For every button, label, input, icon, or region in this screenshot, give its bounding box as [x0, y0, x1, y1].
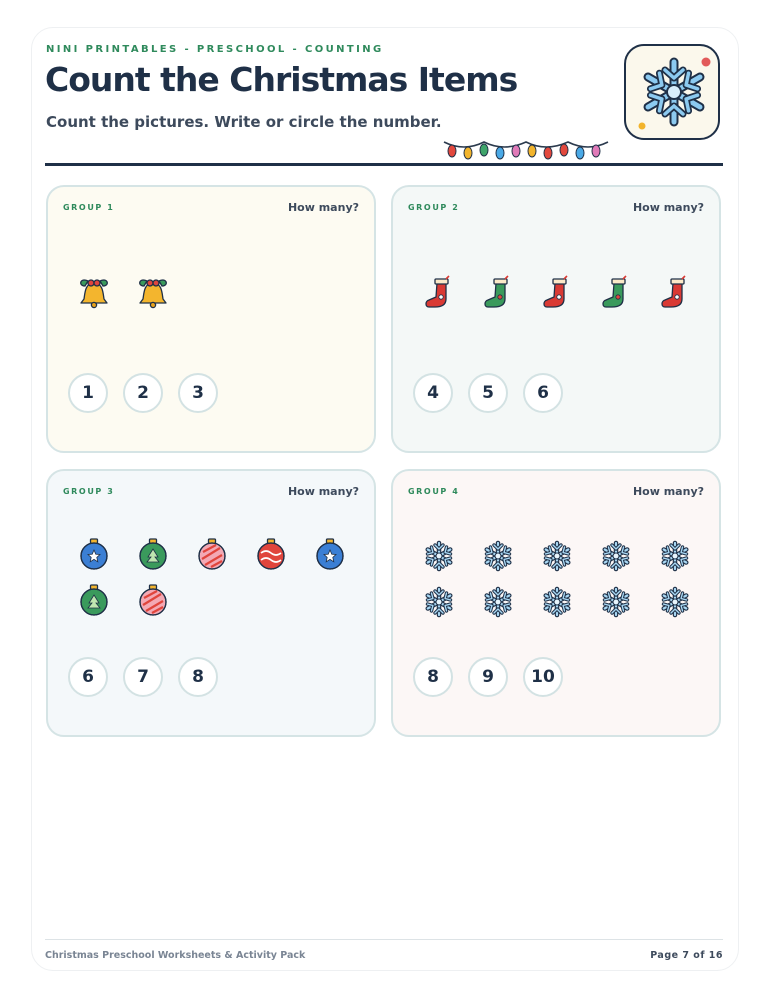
- snowflake-icon: [544, 543, 571, 569]
- answer-choice-1[interactable]: 8: [413, 657, 453, 697]
- bell-icon-group: [48, 187, 378, 387]
- snowflake-icon: [426, 589, 453, 615]
- stocking-icon: [426, 276, 449, 307]
- answer-choice-2[interactable]: 5: [468, 373, 508, 413]
- group-card-2: [391, 185, 721, 453]
- ornament-icon: [317, 539, 343, 569]
- snowflake-icon: [426, 543, 453, 569]
- answer-choice-1[interactable]: 1: [68, 373, 108, 413]
- group-card-1: [46, 185, 376, 453]
- group-card-3: [46, 469, 376, 737]
- footer-title: Christmas Preschool Worksheets & Activity Pack: [45, 950, 306, 961]
- ornament-icon: [140, 539, 166, 569]
- group-label: GROUP 4: [408, 487, 460, 496]
- group-card-4: [391, 469, 721, 737]
- ornament-icon: [258, 539, 284, 569]
- snowflake-icon: [544, 589, 571, 615]
- answer-choice-3[interactable]: 3: [178, 373, 218, 413]
- snowflake-icon: [603, 589, 630, 615]
- footer-divider: [45, 939, 723, 940]
- stocking-icon: [662, 276, 685, 307]
- ornament-icon: [81, 585, 107, 615]
- header-divider: [45, 163, 723, 166]
- how-many-prompt: How many?: [287, 485, 359, 498]
- group-label: GROUP 2: [408, 203, 460, 212]
- answer-choice-2[interactable]: 7: [123, 657, 163, 697]
- answer-choice-3[interactable]: 10: [523, 657, 563, 697]
- stocking-icon: [544, 276, 567, 307]
- snowflake-icon: [603, 543, 630, 569]
- answer-choice-3[interactable]: 6: [523, 373, 563, 413]
- ornament-icon: [140, 585, 166, 615]
- page-title: Count the Christmas Items: [45, 60, 518, 99]
- snowflake-icon: [662, 543, 689, 569]
- bell-icon: [140, 280, 167, 308]
- ornament-icon-group: [48, 471, 378, 671]
- stocking-icon-group: [393, 187, 723, 387]
- stocking-icon: [485, 276, 508, 307]
- answer-choice-3[interactable]: 8: [178, 657, 218, 697]
- snowflake-icon: [485, 543, 512, 569]
- answer-choice-2[interactable]: 9: [468, 657, 508, 697]
- page-number: Page 7 of 16: [650, 950, 723, 961]
- ornament-icon: [199, 539, 225, 569]
- snowflake-icon: [662, 589, 689, 615]
- instructions: Count the pictures. Write or circle the number.: [46, 113, 442, 131]
- how-many-prompt: How many?: [632, 201, 704, 214]
- group-label: GROUP 3: [63, 487, 115, 496]
- how-many-prompt: How many?: [632, 485, 704, 498]
- bell-icon: [81, 280, 108, 308]
- snowflake-icon: [485, 589, 512, 615]
- christmas-lights-icon: [442, 134, 610, 162]
- snowflake-icon: [626, 46, 722, 142]
- header-badge: [624, 44, 720, 140]
- stocking-icon: [603, 276, 626, 307]
- ornament-icon: [81, 539, 107, 569]
- brand-line: NINI PRINTABLES - PRESCHOOL - COUNTING: [46, 44, 384, 55]
- answer-choice-1[interactable]: 4: [413, 373, 453, 413]
- answer-choice-2[interactable]: 2: [123, 373, 163, 413]
- how-many-prompt: How many?: [287, 201, 359, 214]
- snowflake-icon-group: [393, 471, 723, 671]
- answer-choice-1[interactable]: 6: [68, 657, 108, 697]
- group-label: GROUP 1: [63, 203, 115, 212]
